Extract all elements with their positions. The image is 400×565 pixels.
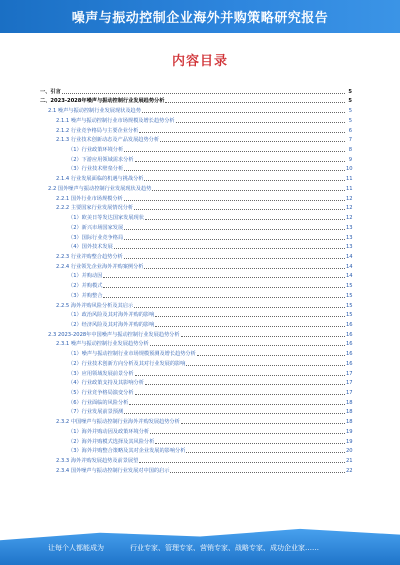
toc-entry-text: 2.1.2 行业竞争格局与主要企业分析 [56,127,139,134]
toc-entry[interactable] [40,415,352,425]
toc-leader-dots [145,217,345,220]
toc-entry-text: （1）海外并购动因及政策环境分析 [68,428,150,435]
toc-page-number: 16 [346,331,353,338]
toc-entry[interactable] [40,221,352,231]
toc-entry-text: 2.3.2 中国噪声与振动控制行业海外并购发展趋势分析 [56,419,180,426]
toc-page-number: 17 [346,370,353,377]
toc-page-number: 20 [346,448,353,455]
toc-page-number: 18 [346,399,353,406]
toc-page-number: 5 [348,98,352,105]
toc-entry[interactable] [40,279,352,289]
toc-leader-dots [181,334,345,337]
toc-entry-text: （2）经济风险及其对海外并购的影响 [68,321,155,328]
toc-page-number: 16 [346,360,353,367]
toc-leader-dots [145,382,345,385]
report-header [0,0,400,33]
toc-entry-text: 2.2.1 国外行业市场规模分析 [56,195,123,202]
toc-entry-text: 2.3.4 国外噪声与振动控制行业发展对中国的启示 [56,467,170,474]
toc-entry-text: 2.1.3 行业技术创新动态及产品发展趋势分析 [56,137,160,144]
toc-entry[interactable] [40,406,352,416]
toc-entry-text: （1）行业政策环境分析 [68,147,124,154]
toc-entry[interactable] [40,153,352,163]
toc-page-number: 7 [348,137,352,144]
toc-leader-dots [186,363,345,366]
toc-leader-dots [103,285,345,288]
toc-entry[interactable] [40,299,352,309]
toc-leader-dots [124,198,345,201]
toc-page-number: 18 [346,409,353,416]
toc-entry[interactable] [40,172,352,182]
toc-entry[interactable] [40,309,352,319]
toc-page-number: 5 [348,108,352,115]
toc-entry[interactable] [40,260,352,270]
toc-leader-dots [150,431,345,434]
toc-page-number: 12 [346,205,353,212]
toc-page-number: 15 [346,292,353,299]
toc-entry-text: 2.2 国外噪声与振动控制行业发展现状及趋势 [48,185,152,192]
toc-entry[interactable] [40,338,352,348]
toc-page-number: 5 [348,117,352,124]
toc-page-number: 16 [346,351,353,358]
toc-page-number: 6 [348,127,352,134]
toc-entry[interactable] [40,231,352,241]
toc-page-number: 13 [346,224,353,231]
toc-entry[interactable] [40,367,352,377]
toc-entry[interactable] [40,347,352,357]
table-of-contents [40,85,352,474]
toc-leader-dots [103,295,345,298]
toc-leader-dots [124,168,345,171]
toc-entry-text: （4）行业政策支持及其影响分析 [68,380,144,387]
toc-leader-dots [142,110,345,113]
toc-page-number: 15 [346,312,353,319]
toc-entry[interactable] [40,270,352,280]
toc-page-number: 17 [346,380,353,387]
toc-entry-text: 2.1.4 行业发展面临的机遇与挑战分析 [56,176,144,183]
toc-page-number: 13 [346,234,353,241]
toc-entry-text: （3）并购整合 [68,292,103,299]
toc-leader-dots [124,227,345,230]
toc-leader-dots [144,266,345,269]
toc-page-number: 18 [346,419,353,426]
footer-slogan: 让每个人都能成为 [48,544,104,552]
toc-entry[interactable] [40,192,352,202]
toc-leader-dots [144,178,345,181]
toc-page-number: 15 [346,302,353,309]
toc-entry-text: 一、引言 [40,88,61,95]
toc-page-number: 21 [346,458,353,465]
toc-entry-text: 2.3 2023-2028年中国噪声与振动控制行业发展趋势分析 [48,331,180,338]
toc-entry[interactable] [40,328,352,338]
toc-entry[interactable] [40,250,352,260]
toc-entry-text: （3）海外并购整合策略及其对企业发展的影响分析 [68,448,186,455]
toc-entry-text: （1）欧美日等发达国家发展现状 [68,215,144,222]
toc-entry-text: （7）行业发展前景预测 [68,409,124,416]
toc-leader-dots [124,256,345,259]
toc-entry[interactable] [40,357,352,367]
toc-entry[interactable] [40,241,352,251]
toc-entry[interactable] [40,143,352,153]
toc-page-number: 11 [346,176,353,183]
toc-entry[interactable] [40,163,352,173]
toc-leader-dots [165,100,345,103]
toc-entry-text: （6）行业面临的风险分析 [68,399,129,406]
toc-leader-dots [160,139,345,142]
toc-entry-text: 2.1.1 噪声与振动控制行业市场规模及增长趋势分析 [56,117,175,124]
toc-leader-dots [62,91,345,94]
toc-leader-dots [181,421,345,424]
toc-leader-dots [176,120,345,123]
toc-page-number: 5 [348,88,352,95]
toc-entry[interactable] [40,114,352,124]
toc-leader-dots [134,305,345,308]
toc-leader-dots [155,314,345,317]
toc-entry[interactable] [40,318,352,328]
toc-entry-text: （1）并购动因 [68,273,103,280]
toc-entry[interactable] [40,124,352,134]
toc-leader-dots [186,450,345,453]
toc-page-number: 19 [346,428,353,435]
toc-entry[interactable] [40,211,352,221]
toc-entry-text: （3）国际行业竞争格局 [68,234,124,241]
toc-leader-dots [135,392,345,395]
toc-entry[interactable] [40,182,352,192]
toc-entry[interactable] [40,435,352,445]
toc-entry-text: 二、2023-2028年噪声与振动控制行业发展趋势分析 [40,98,165,105]
footer-tagline: 行业专家、管理专家、营销专家、战略专家、成功企业家…… [130,544,319,552]
toc-page-number: 14 [346,263,353,270]
toc-entry-text: （2）并购模式 [68,283,103,290]
toc-leader-dots [129,402,345,405]
toc-entry[interactable] [40,386,352,396]
toc-entry-text: 2.1 噪声与振动控制行业发展现状及趋势 [48,108,141,115]
toc-page-number: 19 [346,438,353,445]
toc-leader-dots [197,353,345,356]
toc-entry-text: （4）国外技术发展 [68,244,113,251]
toc-entry-text: （2）下游应用领域需求分析 [68,156,134,163]
toc-page-number: 11 [346,185,353,192]
toc-entry-text: （3）行业技术壁垒分析 [68,166,124,173]
report-title: 噪声与振动控制企业海外并购策略研究报告 [71,11,329,26]
toc-entry[interactable] [40,464,352,474]
toc-leader-dots [124,411,345,414]
toc-entry-text: 2.2.5 海外并购风险分析及其启示 [56,302,134,309]
toc-page-number: 14 [346,253,353,260]
toc-entry-text: （2）海外并购模式选择及其风险分析 [68,438,155,445]
toc-entry-text: 2.2.4 行业领先企业海外并购案例分析 [56,263,144,270]
toc-leader-dots [124,149,345,152]
toc-page-number: 15 [346,283,353,290]
toc-page-number: 22 [346,467,353,474]
toc-entry-text: 2.3.3 海外并购发展趋势及前景展望 [56,458,139,465]
toc-page-number: 13 [346,244,353,251]
toc-leader-dots [135,159,345,162]
toc-leader-dots [155,441,345,444]
toc-leader-dots [103,275,345,278]
toc-entry-text: （2）行业技术创新方向分析及其对行业发展的影响 [68,360,186,367]
toc-leader-dots [152,188,345,191]
toc-entry[interactable] [40,85,352,95]
toc-entry-text: （5）行业竞争格局演变分析 [68,390,134,396]
toc-page-number: 8 [348,147,352,154]
toc-entry[interactable] [40,454,352,464]
toc-entry[interactable] [40,134,352,144]
toc-entry[interactable] [40,396,352,406]
toc-entry[interactable] [40,425,352,435]
toc-page-number: 10 [346,166,353,173]
toc-entry-text: 2.2.2 主要国家行业发展情况分析 [56,205,134,212]
toc-page-number: 9 [348,156,352,163]
toc-entry-text: （3）应用领域发展前景分析 [68,370,134,377]
toc-entry[interactable] [40,104,352,114]
toc-page-number: 17 [346,390,353,396]
toc-leader-dots [124,237,345,240]
toc-entry[interactable] [40,445,352,455]
toc-leader-dots [139,130,345,133]
toc-entry-text: （1）政治风险及其对海外并购的影响 [68,312,155,319]
toc-heading: 内容目录 [171,54,228,69]
toc-entry-text: （2）新兴市场国家发展 [68,224,124,231]
toc-entry-text: 2.2.3 行业并购整合趋势分析 [56,253,123,260]
toc-page-number: 14 [346,273,353,280]
toc-page-number: 16 [346,321,353,328]
toc-leader-dots [150,343,345,346]
toc-leader-dots [139,460,345,463]
toc-page-number: 12 [346,195,353,202]
toc-leader-dots [155,324,345,327]
toc-entry[interactable] [40,289,352,299]
toc-entry[interactable] [40,202,352,212]
toc-leader-dots [170,470,345,473]
toc-entry-text: （1）噪声与振动控制行业市场规模预测及增长趋势分析 [68,351,196,358]
toc-page-number: 16 [346,341,353,348]
toc-leader-dots [134,207,345,210]
toc-entry-text: 2.3.1 噪声与振动控制行业发展趋势分析 [56,341,149,348]
toc-leader-dots [114,246,345,249]
toc-entry[interactable] [40,95,352,105]
toc-leader-dots [135,373,345,376]
toc-page-number: 12 [346,215,353,222]
toc-entry[interactable] [40,377,352,387]
